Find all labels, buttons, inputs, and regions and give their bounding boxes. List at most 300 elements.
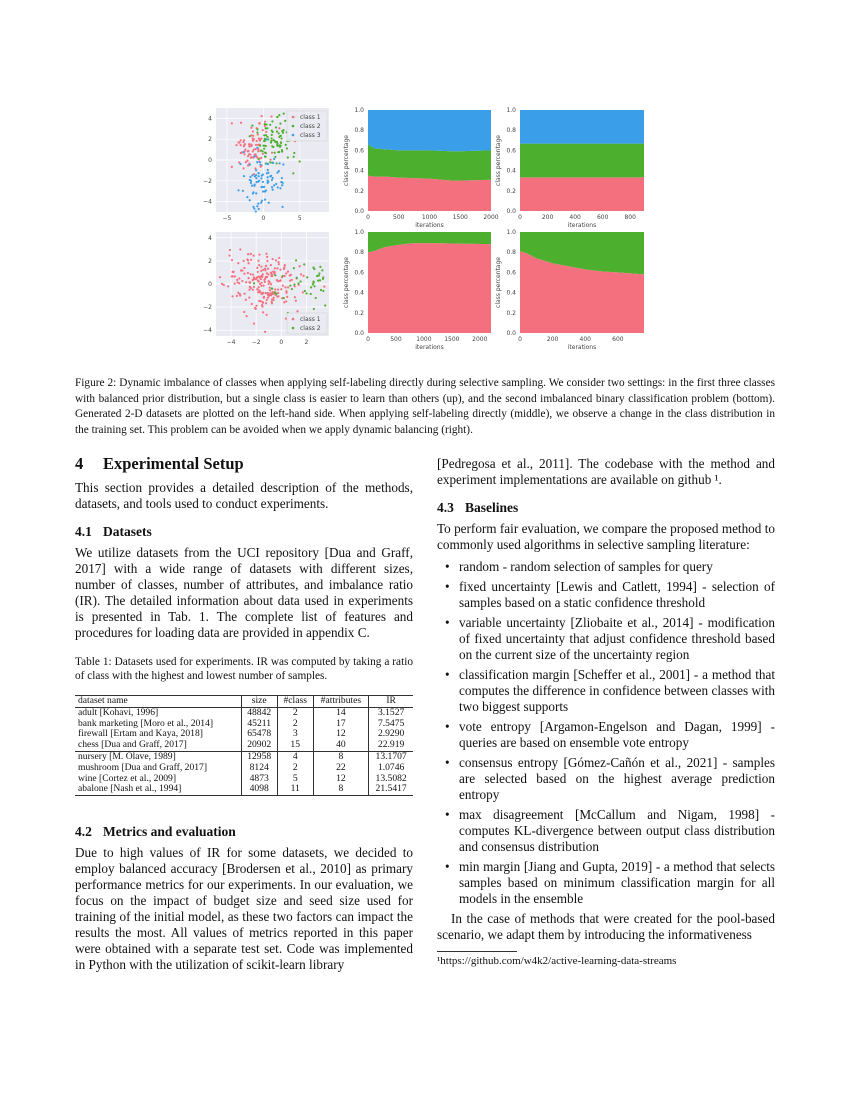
scatter-point	[313, 268, 315, 270]
subsection-heading: 4.3 Baselines	[437, 500, 519, 515]
scatter-point	[277, 151, 279, 153]
scatter-point	[243, 175, 245, 177]
scatter-point	[276, 162, 278, 164]
scatter-point	[231, 295, 233, 297]
scatter-point	[260, 177, 262, 179]
y-tick-label: 2	[208, 136, 212, 144]
scatter-point	[256, 128, 258, 130]
scatter-point	[245, 161, 247, 163]
scatter-point	[287, 286, 289, 288]
scatter-point	[262, 150, 264, 152]
scatter-point	[254, 307, 256, 309]
scatter-point	[240, 144, 242, 146]
paragraph: In the case of methods that were created for the pool-based scenario, we adapt them by introducing the informativeness	[437, 911, 775, 942]
paragraph: [Pedregosa et al., 2011]. The codebase with the method and experiment implementations are available on github ¹.	[437, 456, 775, 487]
scatter-point	[267, 176, 269, 178]
table-cell: 12	[313, 729, 369, 740]
scatter-point	[272, 162, 274, 164]
scatter-point	[268, 202, 270, 204]
scatter-point	[287, 156, 289, 158]
y-tick-label: 0.8	[506, 127, 516, 135]
scatter-point	[253, 155, 255, 157]
x-axis-label: iterations	[567, 222, 597, 229]
scatter-point	[284, 275, 286, 277]
scatter-point	[313, 308, 315, 310]
x-tick-label: 400	[579, 336, 591, 343]
scatter-point	[271, 134, 273, 136]
scatter-point	[228, 254, 230, 256]
table-cell: 15	[277, 740, 313, 751]
x-tick-label: 500	[390, 336, 402, 343]
scatter-point	[256, 205, 258, 207]
scatter-point	[255, 174, 257, 176]
scatter-point	[280, 141, 282, 143]
scatter-point	[317, 279, 319, 281]
figure-2	[200, 100, 660, 360]
legend-label: class 3	[300, 132, 321, 139]
y-tick-label: 0.4	[354, 289, 364, 297]
table-cell: 65478	[241, 729, 277, 740]
y-tick-label: 4	[208, 234, 212, 242]
scatter-point	[262, 190, 264, 192]
table-cell: 40	[313, 740, 369, 751]
table-row	[75, 740, 413, 751]
list-item: • classification margin [Scheffer et al., 2001] - a method that computes the difference in confidence between classes with two biggest supports	[459, 667, 775, 715]
table-row	[75, 707, 413, 718]
scatter-point	[249, 135, 251, 137]
y-tick-label: −2	[203, 177, 212, 185]
y-tick-label: 0.0	[354, 330, 364, 337]
scatter-point	[265, 134, 267, 136]
scatter-point	[313, 285, 315, 287]
scatter-point	[246, 196, 248, 198]
scatter-point	[251, 185, 253, 187]
scatter-point	[240, 152, 242, 154]
footnote: ¹https://github.com/w4k2/active-learning-data-streams	[437, 955, 677, 967]
scatter-point	[293, 152, 295, 154]
legend-label: class 2	[300, 123, 321, 130]
scatter-point	[264, 121, 266, 123]
scatter-point	[273, 291, 275, 293]
table-cell: chess [Dua and Graff, 2017]	[78, 739, 187, 751]
scatter-point	[299, 265, 301, 267]
table-cell: 48842	[241, 707, 277, 718]
scatter-point	[279, 187, 281, 189]
scatter-point	[240, 122, 242, 124]
scatter-point	[243, 151, 245, 153]
table-cell: 22.919	[369, 740, 413, 751]
scatter-point	[271, 177, 273, 179]
scatter-point	[278, 127, 280, 129]
section-heading: 4 Experimental Setup	[75, 454, 244, 473]
scatter-point	[269, 175, 271, 177]
scatter-point	[284, 264, 286, 266]
scatter-point	[258, 208, 260, 210]
table-cell: 17	[313, 719, 369, 730]
scatter-point	[259, 139, 261, 141]
scatter-point	[281, 150, 283, 152]
scatter-point	[272, 146, 274, 148]
scatter-point	[257, 133, 259, 135]
scatter-point	[267, 292, 269, 294]
scatter-point	[236, 295, 238, 297]
scatter-point	[316, 275, 318, 277]
scatter-point	[323, 286, 325, 288]
scatter-point	[269, 287, 271, 289]
scatter-point	[265, 265, 267, 267]
scatter-point	[249, 282, 251, 284]
scatter-point	[242, 141, 244, 143]
scatter-point	[255, 210, 257, 212]
scatter-point	[258, 290, 260, 292]
scatter-point	[284, 120, 286, 122]
scatter-point	[253, 208, 255, 210]
scatter-point	[270, 115, 272, 117]
scatter-point	[259, 161, 261, 163]
scatter-point	[258, 253, 260, 255]
scatter-point	[239, 294, 241, 296]
scatter-point	[240, 139, 242, 141]
scatter-point	[252, 140, 254, 142]
scatter-point	[291, 279, 293, 281]
y-axis-label: class percentage	[495, 257, 502, 308]
scatter-point	[246, 160, 248, 162]
table-cell: 45211	[241, 719, 277, 730]
scatter-point	[271, 291, 273, 293]
scatter-point	[282, 163, 284, 165]
scatter-point	[255, 192, 257, 194]
scatter-point	[318, 272, 320, 274]
x-tick-label: 5	[297, 215, 302, 222]
scatter-point	[256, 267, 258, 269]
scatter-point	[283, 266, 285, 268]
paragraph: Due to high values of IR for some datasets, we decided to employ balanced accuracy [Brodersen et al., 2010] as primary performance metrics for our experiments. In our evaluation, we focus on the impact of budget size and seed size used for training of the initial model, as these two factors can impact the results the most. All values of metrics reported in this paper were obtained with a separate test set. Code was implemented in Python with the utilization of scikit-learn library	[75, 845, 413, 973]
scatter-point	[285, 292, 287, 294]
footnote-rule	[437, 951, 517, 952]
scatter-point	[280, 288, 282, 290]
scatter-point	[324, 304, 326, 306]
scatter-point	[251, 124, 253, 126]
scatter-point	[281, 184, 283, 186]
scatter-point	[260, 285, 262, 287]
x-tick-label: 1500	[444, 336, 460, 343]
scatter-point	[234, 283, 236, 285]
scatter-point	[247, 155, 249, 157]
y-tick-label: 0.2	[354, 187, 364, 195]
scatter-point	[242, 167, 244, 169]
scatter-point	[321, 269, 323, 271]
scatter-point	[219, 276, 221, 278]
paragraph: This section provides a detailed description of the methods, datasets, and tools used to conduct experiments.	[75, 480, 413, 511]
area-class-1	[368, 176, 491, 211]
y-tick-label: 0.0	[506, 208, 516, 215]
scatter-point	[237, 262, 239, 264]
scatter-point	[247, 259, 249, 261]
scatter-point	[260, 202, 262, 204]
scatter-point	[247, 272, 249, 274]
scatter-point	[262, 145, 264, 147]
scatter-point	[251, 303, 253, 305]
scatter-point	[239, 248, 241, 250]
scatter-point	[245, 281, 247, 283]
scatter-point	[304, 290, 306, 292]
x-tick-label: 1500	[452, 214, 468, 221]
scatter-point	[264, 292, 266, 294]
scatter-point	[277, 295, 279, 297]
scatter-point	[267, 163, 269, 165]
scatter-point	[289, 274, 291, 276]
scatter-point	[245, 299, 247, 301]
scatter-point	[248, 296, 250, 298]
scatter-point	[250, 127, 252, 129]
scatter-point	[252, 289, 254, 291]
scatter-point	[260, 266, 262, 268]
table-cell: 21.5417	[369, 784, 413, 795]
scatter-point	[265, 276, 267, 278]
scatter-point	[239, 163, 241, 165]
scatter-point	[260, 275, 262, 277]
scatter-point	[265, 123, 267, 125]
scatter-point	[243, 267, 245, 269]
x-tick-label: 0	[366, 214, 370, 221]
x-tick-label: −4	[226, 339, 236, 346]
table-cell: 4	[277, 751, 313, 762]
scatter-point	[264, 125, 266, 127]
subsection-heading: 4.1 Datasets	[75, 524, 152, 539]
scatter-point	[262, 129, 264, 131]
y-tick-label: 0	[208, 281, 212, 288]
scatter-point	[227, 285, 229, 287]
scatter-point	[265, 145, 267, 147]
y-tick-label: 0.8	[354, 127, 364, 135]
scatter-point	[281, 206, 283, 208]
scatter-point	[303, 275, 305, 277]
scatter-point	[241, 280, 243, 282]
scatter-point	[322, 276, 324, 278]
scatter-point	[267, 297, 269, 299]
scatter-point	[255, 144, 257, 146]
scatter-point	[263, 134, 265, 136]
scatter-point	[237, 141, 239, 143]
y-tick-label: 0.4	[506, 289, 516, 297]
scatter-point	[235, 144, 237, 146]
scatter-point	[261, 304, 263, 306]
scatter-point	[259, 145, 261, 147]
scatter-point	[253, 286, 255, 288]
y-tick-label: 0.4	[354, 167, 364, 175]
scatter-point	[279, 145, 281, 147]
scatter-point	[277, 186, 279, 188]
scatter-point	[258, 122, 260, 124]
scatter-point	[271, 293, 273, 295]
table-row	[75, 784, 413, 795]
scatter-point	[247, 253, 249, 255]
scatter-point	[271, 120, 273, 122]
scatter-point	[243, 260, 245, 262]
scatter-point	[262, 186, 264, 188]
right-column	[437, 456, 775, 968]
scatter-point	[265, 189, 267, 191]
scatter-point	[270, 264, 272, 266]
scatter-point	[270, 283, 272, 285]
scatter-point	[231, 275, 233, 277]
scatter-point	[249, 179, 251, 181]
scatter-point	[256, 147, 258, 149]
table-cell: 8	[313, 784, 369, 795]
scatter-point	[265, 127, 267, 129]
scatter-point	[257, 203, 259, 205]
table-cell: 11	[277, 784, 313, 795]
scatter-point	[315, 297, 317, 299]
x-tick-label: 0	[518, 336, 522, 343]
legend-label: class 1	[300, 114, 321, 121]
y-tick-label: 0.8	[506, 249, 516, 257]
table-cell: 4873	[241, 774, 277, 785]
scatter-point	[248, 143, 250, 145]
subsection-heading: 4.2 Metrics and evaluation	[75, 824, 236, 840]
y-tick-label: 0.6	[354, 147, 364, 155]
scatter-point	[252, 273, 254, 275]
scatter-point	[273, 271, 275, 273]
scatter-point	[266, 260, 268, 262]
legend-marker	[292, 134, 295, 137]
list-item: • vote entropy [Argamon-Engelson and Dagan, 1999] - queries are based on ensemble vote entropy	[459, 719, 775, 751]
scatter-point	[271, 287, 273, 289]
scatter-point	[275, 183, 277, 185]
table-header: IR	[369, 696, 413, 708]
scatter-point	[263, 284, 265, 286]
scatter-point	[313, 282, 315, 284]
scatter-point	[254, 183, 256, 185]
scatter-point	[320, 289, 322, 291]
scatter-point	[262, 181, 264, 183]
scatter-point	[285, 300, 287, 302]
table-cell: 5	[277, 774, 313, 785]
scatter-point	[272, 299, 274, 301]
table-cell: 7.5475	[369, 719, 413, 730]
table-cell: 2.9290	[369, 729, 413, 740]
scatter-point	[231, 122, 233, 124]
scatter-point	[260, 300, 262, 302]
scatter-point	[256, 276, 258, 278]
scatter-point	[285, 318, 287, 320]
list-item: • min margin [Jiang and Gupta, 2019] - a method that selects samples based on minimum classification margin for all models in the ensemble	[459, 859, 775, 907]
x-tick-label: 200	[541, 214, 554, 221]
scatter-point	[293, 267, 295, 269]
table-header: dataset name	[75, 696, 241, 708]
area-class-3	[368, 110, 491, 151]
scatter-point	[296, 277, 298, 279]
table-cell: 3.1527	[369, 707, 413, 718]
scatter-point	[322, 290, 324, 292]
x-tick-label: 2	[304, 339, 309, 346]
scatter-point	[271, 179, 273, 181]
scatter-point	[279, 123, 281, 125]
x-tick-label: 400	[569, 214, 581, 221]
scatter-point	[253, 282, 255, 284]
scatter-point	[310, 286, 312, 288]
legend-marker	[292, 125, 295, 128]
scatter-point	[275, 126, 277, 128]
scatter-point	[279, 269, 281, 271]
scatter-point	[276, 279, 278, 281]
baselines-list	[437, 559, 775, 907]
scatter-point	[246, 315, 248, 317]
scatter-point	[272, 189, 274, 191]
legend-marker	[292, 318, 295, 321]
y-tick-label: 0.8	[354, 249, 364, 257]
table-cell: nursery [M. Olave, 1989]	[75, 751, 241, 762]
scatter-point	[267, 138, 269, 140]
scatter-point	[319, 266, 321, 268]
table-cell: 2	[277, 719, 313, 730]
scatter-point	[256, 131, 258, 133]
x-axis-label: iterations	[567, 344, 597, 351]
scatter-point	[306, 276, 308, 278]
x-tick-label: 1000	[421, 214, 438, 221]
scatter-point	[295, 259, 297, 261]
scatter-point	[250, 273, 252, 275]
scatter-point	[265, 131, 267, 133]
y-tick-label: −4	[203, 198, 212, 206]
scatter-point	[243, 293, 245, 295]
scatter-point	[275, 293, 277, 295]
y-tick-label: 2	[208, 257, 212, 265]
scatter-point	[259, 283, 261, 285]
scatter-point	[266, 136, 268, 138]
scatter-point	[256, 161, 258, 163]
y-tick-label: −4	[203, 327, 212, 335]
scatter-point	[261, 115, 263, 117]
scatter-point	[234, 275, 236, 277]
scatter-point	[265, 302, 267, 304]
scatter-point	[262, 153, 264, 155]
scatter-point	[269, 161, 271, 163]
scatter-point	[237, 189, 239, 191]
x-tick-label: 2000	[472, 336, 488, 343]
y-tick-label: 0.0	[354, 208, 364, 215]
scatter-point	[270, 141, 272, 143]
scatter-point	[253, 276, 255, 278]
scatter-point	[267, 268, 269, 270]
left-column	[75, 456, 413, 978]
y-tick-label: 0	[208, 157, 212, 164]
scatter-point	[252, 150, 254, 152]
scatter-point	[274, 152, 276, 154]
scatter-point	[250, 253, 252, 255]
area-class-2	[520, 144, 644, 178]
scatter-point	[249, 199, 251, 201]
y-tick-label: 0.2	[354, 309, 364, 317]
table-cell: 13.1707	[369, 751, 413, 762]
scatter-point	[244, 143, 246, 145]
table-row	[75, 763, 413, 774]
y-axis-label: class percentage	[343, 257, 350, 308]
scatter-point	[264, 155, 266, 157]
scatter-point	[271, 302, 273, 304]
x-axis-label: iterations	[415, 344, 444, 351]
scatter-point	[276, 171, 278, 173]
table-cell: 1.0746	[369, 763, 413, 774]
scatter-point	[274, 267, 276, 269]
scatter-point	[253, 148, 255, 150]
scatter-point	[278, 132, 280, 134]
scatter-point	[243, 273, 245, 275]
scatter-point	[274, 288, 276, 290]
scatter-point	[266, 299, 268, 301]
scatter-point	[243, 153, 245, 155]
scatter-point	[275, 259, 277, 261]
